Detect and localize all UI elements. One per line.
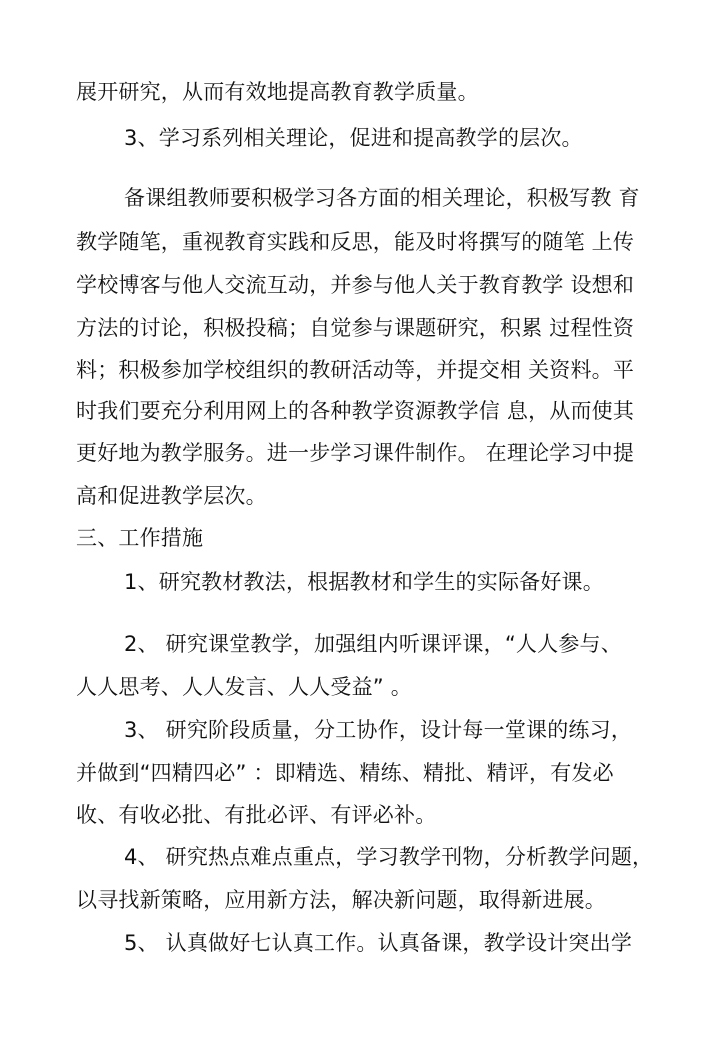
text-line: 并做到“四精四必” ：即精选、精练、精批、精评，有发必 xyxy=(76,761,614,785)
text-line: 3、学习系列相关理论，促进和提高教学的层次。 xyxy=(124,126,583,150)
text-line: 备课组教师要积极学习各方面的相关理论，积极写教 育 xyxy=(124,186,640,210)
text-line: 以寻找新策略，应用新方法，解决新问题，取得新进展。 xyxy=(76,888,606,912)
text-line: 料；积极参加学校组织的教研活动等，并提交相 关资料。平 xyxy=(76,358,635,382)
text-line: 方法的讨论，积极投稿；自觉参与课题研究，积累 过程性资 xyxy=(76,316,635,340)
text-line: 4、 研究热点难点重点，学习教学刊物，分析教学问题， xyxy=(124,845,654,869)
text-line: 时我们要充分利用网上的各种教学资源教学信 息，从而使其 xyxy=(76,399,635,423)
text-line: 学校博客与他人交流互动，并参与他人关于教育教学 设想和 xyxy=(76,273,635,297)
text-line: 1、研究教材教法，根据教材和学生的实际备好课。 xyxy=(124,570,604,594)
text-line: 展开研究，从而有效地提高教育教学质量。 xyxy=(76,80,479,104)
text-line: 2、 研究课堂教学，加强组内听课评课，“人人参与、 xyxy=(124,632,622,656)
text-line: 5、 认真做好七认真工作。认真备课，教学设计突出学 xyxy=(124,931,633,955)
text-line: 高和促进教学层次。 xyxy=(76,484,267,508)
text-line: 收、有收必批、有批必评、有评必补。 xyxy=(76,803,437,827)
text-line: 教学随笔，重视教育实践和反思，能及时将撰写的随笔 上传 xyxy=(76,230,635,254)
section-heading: 三、工作措施 xyxy=(76,526,204,550)
text-line: 人人思考、人人发言、人人受益” 。 xyxy=(76,675,412,699)
text-line: 3、 研究阶段质量，分工协作，设计每一堂课的练习， xyxy=(124,718,633,742)
text-line: 更好地为教学服务。进一步学习课件制作。 在理论学习中提 xyxy=(76,441,635,465)
